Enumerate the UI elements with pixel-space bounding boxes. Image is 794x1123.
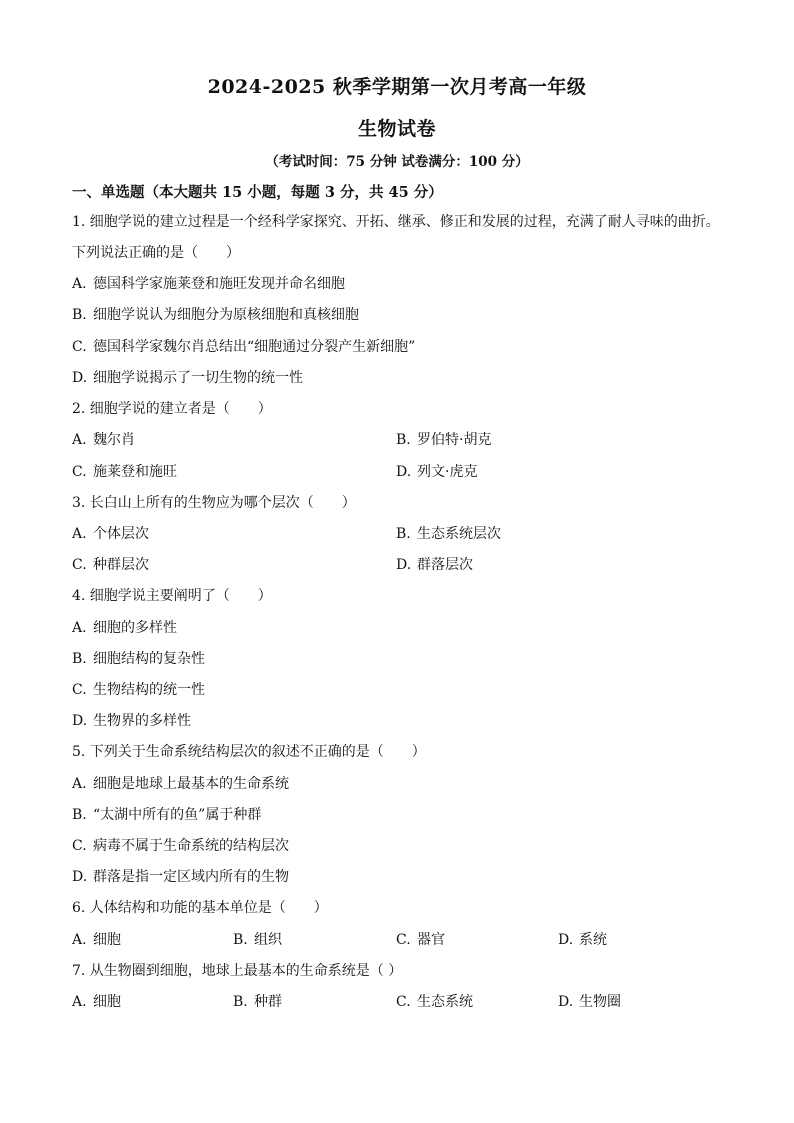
- option-letter: B.: [396, 432, 411, 448]
- question-2-stem: 2. 细胞学说的建立者是（ ）: [72, 401, 272, 417]
- option-text: 病毒不属于生命系统的结构层次: [93, 838, 289, 854]
- option-letter: D.: [558, 932, 574, 948]
- option-letter: D.: [72, 713, 88, 729]
- question-4-option-a: [72, 619, 177, 637]
- option-letter: A.: [72, 994, 87, 1010]
- exam-title: 2024-2025 秋季学期第一次月考高一年级: [207, 76, 587, 98]
- option-letter: C.: [396, 932, 411, 948]
- option-text: 罗伯特·胡克: [417, 432, 492, 448]
- option-text: 种群层次: [93, 557, 149, 573]
- question-2-option-d: [396, 463, 477, 481]
- option-text: 列文·虎克: [417, 464, 478, 480]
- option-letter: B.: [233, 994, 248, 1010]
- question-1-option-b: [72, 306, 359, 324]
- option-letter: B.: [396, 526, 411, 542]
- option-text: 细胞学说认为细胞分为原核细胞和真核细胞: [93, 307, 359, 323]
- option-letter: C.: [396, 994, 411, 1010]
- option-letter: A.: [72, 776, 87, 792]
- question-6-option-b: [233, 931, 282, 949]
- question-1-stem-line1: 1. 细胞学说的建立过程是一个经科学家探究、开拓、继承、修正和发展的过程，充满了耐人寻味的曲折。: [72, 214, 720, 230]
- question-2-option-c: [72, 463, 177, 481]
- question-2-option-b: [396, 431, 491, 449]
- option-text: 魏尔肖: [93, 432, 135, 448]
- option-text: 生态系统层次: [417, 526, 501, 542]
- option-text: 细胞: [93, 994, 121, 1010]
- option-text: “太湖中所有的鱼”属于种群: [93, 807, 262, 823]
- question-7-option-d: [558, 993, 621, 1011]
- option-letter: A.: [72, 432, 87, 448]
- question-4-option-b: [72, 650, 205, 668]
- option-letter: A.: [72, 276, 87, 292]
- option-letter: B.: [72, 651, 87, 667]
- option-text: 施莱登和施旺: [93, 464, 177, 480]
- option-letter: B.: [233, 932, 248, 948]
- option-text: 德国科学家魏尔肖总结出“细胞通过分裂产生新细胞”: [93, 339, 416, 355]
- question-5-option-b: [72, 806, 261, 824]
- option-letter: A.: [72, 932, 87, 948]
- option-text: 生态系统: [417, 994, 473, 1010]
- question-7-option-b: [233, 993, 282, 1011]
- option-letter: D.: [72, 869, 88, 885]
- option-letter: C.: [72, 682, 87, 698]
- question-3-option-a: [72, 525, 149, 543]
- question-3-stem: 3. 长白山上所有的生物应为哪个层次（ ）: [72, 495, 356, 511]
- option-text: 个体层次: [93, 526, 149, 542]
- question-6-stem: 6. 人体结构和功能的基本单位是（ ）: [72, 900, 328, 916]
- question-7-option-c: [396, 993, 473, 1011]
- question-7-stem: 7. 从生物圈到细胞，地球上最基本的生命系统是（ ）: [72, 963, 403, 979]
- question-3-option-d: [396, 556, 473, 574]
- option-letter: C.: [72, 339, 87, 355]
- question-1-option-d: [72, 369, 303, 387]
- option-text: 器官: [417, 932, 445, 948]
- option-text: 细胞是地球上最基本的生命系统: [93, 776, 289, 792]
- option-letter: A.: [72, 526, 87, 542]
- exam-subject: 生物试卷: [357, 118, 436, 140]
- option-text: 组织: [254, 932, 282, 948]
- option-text: 种群: [254, 994, 282, 1010]
- question-3-option-c: [72, 556, 149, 574]
- question-6-option-d: [558, 931, 607, 949]
- option-letter: D.: [396, 464, 412, 480]
- question-4-stem: 4. 细胞学说主要阐明了（ ）: [72, 588, 272, 604]
- question-7-option-a: [72, 993, 121, 1011]
- option-letter: C.: [72, 557, 87, 573]
- question-3-option-b: [396, 525, 501, 543]
- option-text: 细胞: [93, 932, 121, 948]
- option-letter: D.: [396, 557, 412, 573]
- option-letter: B.: [72, 307, 87, 323]
- option-text: 细胞的多样性: [93, 620, 177, 636]
- option-letter: D.: [558, 994, 574, 1010]
- question-1-stem-line2: 下列说法正确的是（ ）: [72, 245, 240, 261]
- question-5-option-a: [72, 775, 289, 793]
- option-text: 群落是指一定区域内所有的生物: [93, 869, 289, 885]
- question-4-option-d: [72, 712, 191, 730]
- option-text: 群落层次: [417, 557, 473, 573]
- question-5-stem: 5. 下列关于生命系统结构层次的叙述不正确的是（ ）: [72, 744, 426, 760]
- question-2-option-a: [72, 431, 135, 449]
- option-text: 细胞结构的复杂性: [93, 651, 205, 667]
- option-letter: D.: [72, 370, 88, 386]
- option-letter: A.: [72, 620, 87, 636]
- question-1-option-a: [72, 275, 345, 293]
- exam-info: （考试时间：75 分钟 试卷满分：100 分）: [265, 154, 529, 170]
- option-text: 细胞学说揭示了一切生物的统一性: [93, 370, 303, 386]
- option-text: 生物结构的统一性: [93, 682, 205, 698]
- option-text: 生物圈: [579, 994, 621, 1010]
- question-5-option-c: [72, 837, 289, 855]
- question-6-option-a: [72, 931, 121, 949]
- option-text: 系统: [579, 932, 607, 948]
- option-letter: B.: [72, 807, 87, 823]
- option-text: 德国科学家施莱登和施旺发现并命名细胞: [93, 276, 345, 292]
- section-heading: 一、单选题（本大题共 15 小题，每题 3 分，共 45 分）: [72, 184, 443, 201]
- option-letter: C.: [72, 838, 87, 854]
- question-1-option-c: [72, 338, 415, 356]
- question-4-option-c: [72, 681, 205, 699]
- question-6-option-c: [396, 931, 445, 949]
- option-text: 生物界的多样性: [93, 713, 191, 729]
- option-letter: C.: [72, 464, 87, 480]
- question-5-option-d: [72, 868, 289, 886]
